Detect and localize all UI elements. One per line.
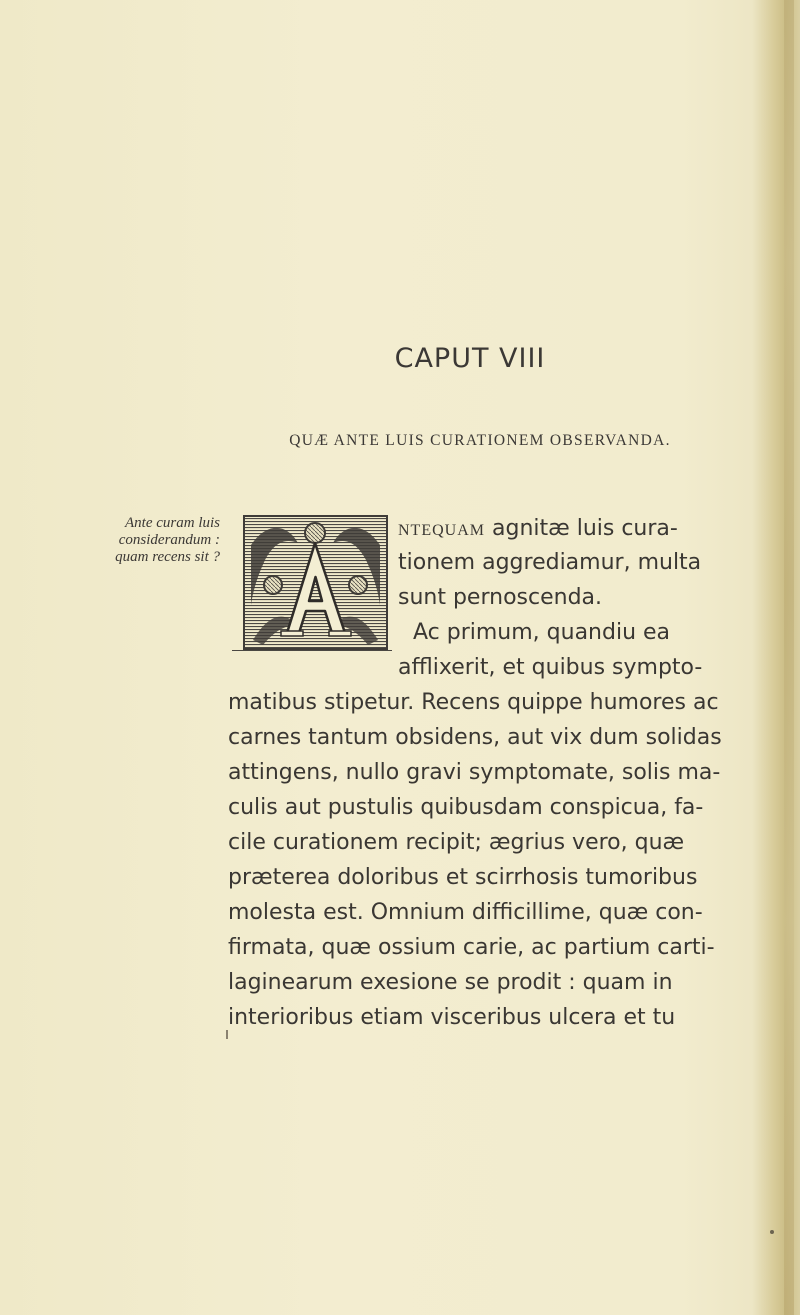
margin-note <box>50 515 220 566</box>
chapter-title: CAPUT VIII <box>394 343 546 374</box>
body-line: laginearum exesione se prodit : quam in <box>228 970 673 995</box>
body-line: præterea doloribus et scirrhosis tumoribus <box>228 865 698 890</box>
chapter-subtitle: QUÆ ANTE LUIS CURATIONEM OBSERVANDA. <box>289 432 671 449</box>
body-line: cile curationem recipit; ægrius vero, quæ <box>228 830 685 855</box>
body-line: culis aut pustulis quibusdam conspicua, fa- <box>228 795 704 820</box>
body-line: carnes tantum obsidens, aut vix dum solidas <box>228 725 722 750</box>
body-line: attingens, nullo gravi symptomate, solis ma- <box>228 760 721 785</box>
body-line: firmata, quæ ossium carie, ac partium carti- <box>228 935 715 960</box>
ornamental-drop-cap <box>243 515 388 650</box>
drop-cap-rule <box>232 650 392 651</box>
page-edge-stain <box>784 0 794 1315</box>
margin-note-line: quam recens sit ? <box>115 549 220 565</box>
margin-note-line: Ante curam luis <box>125 515 220 531</box>
body-line-first <box>398 516 678 541</box>
margin-note-line: considerandum : <box>118 532 220 548</box>
body-line: tionem aggrediamur, multa <box>398 550 702 575</box>
body-line: interioribus etiam visceribus ulcera et tu <box>228 1005 676 1030</box>
body-line: afflixerit, et quibus sympto- <box>398 655 703 680</box>
ink-mark <box>226 1030 228 1039</box>
paper-speck <box>770 1230 774 1234</box>
drop-cap-ornament-icon <box>243 515 388 650</box>
body-line: molesta est. Omnium difficillime, quæ con- <box>228 900 703 925</box>
body-line: Ac primum, quandiu ea <box>413 620 671 645</box>
body-line: sunt pernoscenda. <box>398 585 603 610</box>
first-line-text: agnitæ luis cura- <box>485 516 678 541</box>
body-line: matibus stipetur. Recens quippe humores ac <box>228 690 719 715</box>
small-caps-word: NTEQUAM <box>398 522 485 539</box>
